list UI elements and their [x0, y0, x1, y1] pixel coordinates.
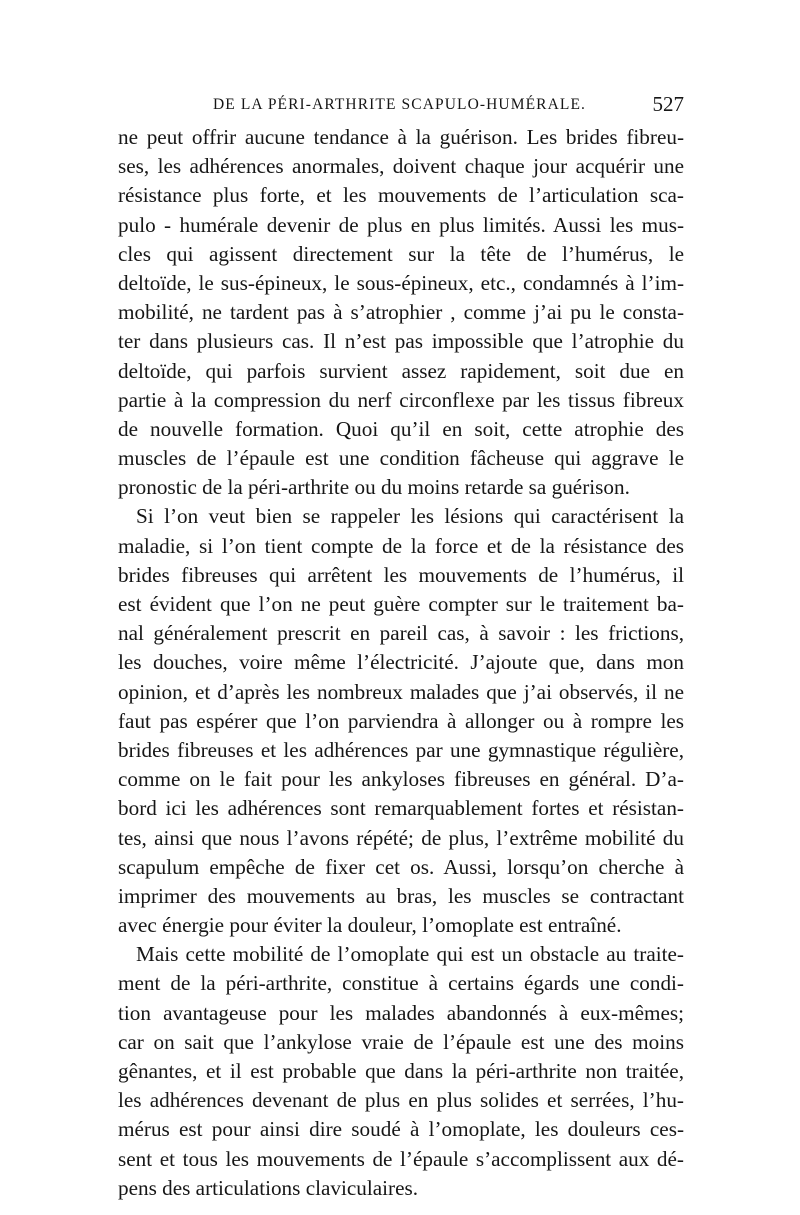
text-line: résistance plus forte, et les mouvements de l’articulation sca-	[118, 183, 684, 208]
running-header	[118, 92, 684, 122]
text-line: ter dans plusieurs cas. Il n’est pas impossible que l’atrophie du	[118, 329, 684, 354]
text-line: maladie, si l’on tient compte de la force et de la résistance des	[118, 533, 684, 558]
paragraph-1	[118, 123, 684, 502]
text-line: scapulum empêche de fixer cet os. Aussi, lorsqu’on cherche à	[118, 854, 684, 879]
text-line: gênantes, et il est probable que dans la péri-arthrite non traitée,	[118, 1059, 684, 1083]
text-line: deltoïde, qui parfois survient assez rapidement, soit due en	[118, 358, 684, 383]
body-text	[118, 123, 684, 1203]
text-line: mérus est pour ainsi dire soudé à l’omoplate, les douleurs ces-	[118, 1117, 684, 1142]
text-line: brides fibreuses et les adhérences par une gymnastique régulière,	[118, 737, 684, 762]
text-line: les douches, voire même l’électricité. J’ajoute que, dans mon	[118, 650, 684, 675]
text-line: pulo - humérale devenir de plus en plus limités. Aussi les mus-	[118, 212, 684, 237]
text-line: comme on le fait pour les ankyloses fibreuses en général. D’a-	[118, 767, 684, 792]
text-line: car on sait que l’ankylose vraie de l’épaule est une des moins	[118, 1029, 684, 1054]
text-line: cles qui agissent directement sur la tête de l’humérus, le	[118, 241, 684, 266]
text-line: Si l’on veut bien se rappeler les lésions qui caractérisent la	[136, 504, 684, 529]
text-line: avec énergie pour éviter la douleur, l’omoplate est entraîné.	[118, 913, 622, 938]
text-line: faut pas espérer que l’on parviendra à allonger ou à rompre les	[118, 708, 684, 733]
text-line: tion avantageuse pour les malades abandonnés à eux-mêmes;	[118, 1000, 684, 1025]
text-line: muscles de l’épaule est une condition fâcheuse qui aggrave le	[118, 446, 684, 471]
page-number: 527	[652, 92, 684, 116]
text-line: de nouvelle formation. Quoi qu’il en soit, cette atrophie des	[118, 416, 684, 441]
text-line: partie à la compression du nerf circonflexe par les tissus fibreux	[118, 387, 684, 412]
text-line: deltoïde, le sus-épineux, le sous-épineux, etc., condamnés à l’im-	[118, 270, 684, 295]
text-line: ne peut offrir aucune tendance à la guérison. Les brides fibreu-	[118, 125, 684, 149]
text-line: est évident que l’on ne peut guère compter sur le traitement ba-	[118, 592, 684, 616]
text-line: ment de la péri-arthrite, constitue à certains égards une condi-	[118, 971, 684, 996]
text-line: Mais cette mobilité de l’omoplate qui est un obstacle au traite-	[136, 942, 684, 967]
text-line: mobilité, ne tardent pas à s’atrophier , comme j’ai pu le consta-	[118, 300, 684, 325]
text-line: brides fibreuses qui arrêtent les mouvements de l’humérus, il	[118, 562, 684, 587]
text-line: imprimer des mouvements au bras, les muscles se contractant	[118, 883, 684, 908]
paragraph-2	[118, 502, 684, 940]
text-line: bord ici les adhérences sont remarquablement fortes et résistan-	[118, 796, 684, 821]
text-line: nal généralement prescrit en pareil cas, à savoir : les frictions,	[118, 621, 684, 646]
paragraph-3	[118, 940, 684, 1203]
text-line: tes, ainsi que nous l’avons répété; de plus, l’extrême mobilité du	[118, 825, 684, 850]
text-line: sent et tous les mouvements de l’épaule s’accomplissent aux dé-	[118, 1146, 684, 1171]
running-title: DE LA PÉRI-ARTHRITE SCAPULO-HUMÉRALE.	[213, 96, 587, 113]
text-line: les adhérences devenant de plus en plus solides et serrées, l’hu-	[118, 1088, 684, 1113]
text-line: pronostic de la péri-arthrite ou du moins retarde sa guérison.	[118, 475, 630, 500]
text-line: pens des articulations claviculaires.	[118, 1175, 419, 1200]
text-line: opinion, et d’après les nombreux malades que j’ai observés, il ne	[118, 679, 684, 704]
text-line: ses, les adhérences anormales, doivent chaque jour acquérir une	[118, 154, 684, 179]
